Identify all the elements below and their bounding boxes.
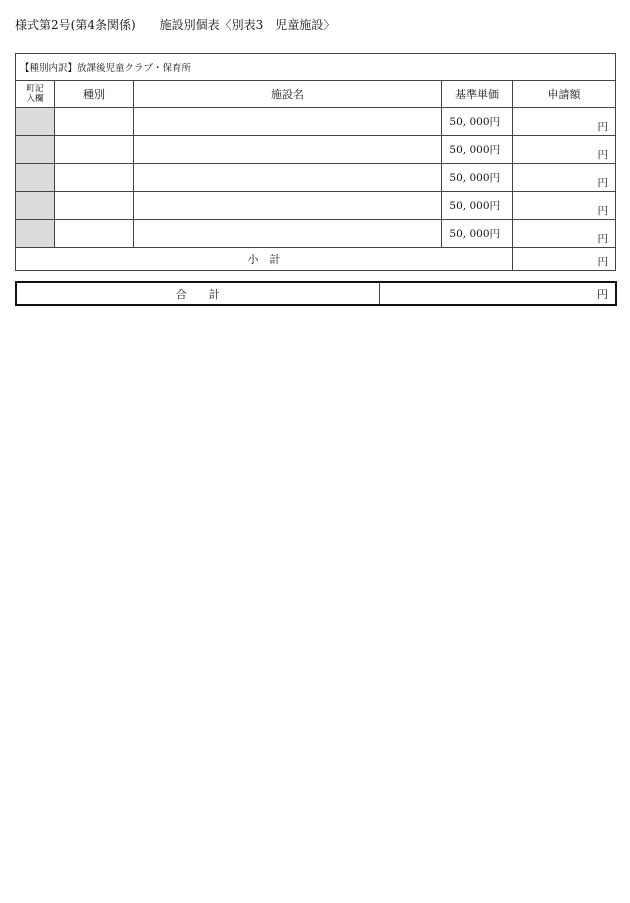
header-row <box>16 81 616 108</box>
facility-name-cell[interactable] <box>134 164 442 192</box>
town-entry-cell <box>16 220 55 248</box>
request-amount-cell[interactable]: 円 <box>513 136 616 164</box>
request-amount-cell[interactable]: 円 <box>513 220 616 248</box>
category-cell[interactable] <box>55 192 134 220</box>
breakdown-row <box>16 54 616 81</box>
town-entry-cell <box>16 136 55 164</box>
form-title: 様式第2号(第4条関係) 施設別個表〈別表3 児童施設〉 <box>15 18 336 32</box>
table-row <box>16 136 616 164</box>
unit-price-header: 基準単価 <box>442 81 513 108</box>
table-row <box>16 192 616 220</box>
unit-price-cell: 50, 000円 <box>442 220 513 248</box>
grand-total-row <box>16 282 616 305</box>
grand-total-amount[interactable]: 円 <box>379 282 616 305</box>
town-entry-cell <box>16 192 55 220</box>
category-header: 種別 <box>55 81 134 108</box>
town-entry-cell <box>16 108 55 136</box>
table-row <box>16 164 616 192</box>
facility-name-cell[interactable] <box>134 108 442 136</box>
table-row <box>16 220 616 248</box>
unit-price-cell: 50, 000円 <box>442 136 513 164</box>
grand-total-table <box>15 281 617 306</box>
request-amount-cell[interactable]: 円 <box>513 108 616 136</box>
breakdown-label: 【種別内訳】放課後児童クラブ・保育所 <box>16 54 616 81</box>
town-entry-header-line2: 入欄 <box>26 94 44 104</box>
request-amount-header: 申請額 <box>513 81 616 108</box>
category-cell[interactable] <box>55 164 134 192</box>
request-amount-cell[interactable]: 円 <box>513 192 616 220</box>
category-cell[interactable] <box>55 136 134 164</box>
facility-name-cell[interactable] <box>134 220 442 248</box>
town-entry-header <box>16 81 55 108</box>
facility-name-cell[interactable] <box>134 192 442 220</box>
unit-price-cell: 50, 000円 <box>442 192 513 220</box>
grand-total-label: 合 計 <box>16 282 379 305</box>
table-row <box>16 108 616 136</box>
subtotal-label: 小 計 <box>16 248 513 271</box>
subtotal-amount[interactable]: 円 <box>513 248 616 271</box>
category-cell[interactable] <box>55 108 134 136</box>
town-entry-cell <box>16 164 55 192</box>
category-cell[interactable] <box>55 220 134 248</box>
facility-name-cell[interactable] <box>134 136 442 164</box>
subtotal-row <box>16 248 616 271</box>
unit-price-cell: 50, 000円 <box>442 108 513 136</box>
request-amount-cell[interactable]: 円 <box>513 164 616 192</box>
unit-price-cell: 50, 000円 <box>442 164 513 192</box>
town-entry-header-line1: 町記 <box>26 84 44 94</box>
facility-name-header: 施設名 <box>134 81 442 108</box>
facility-detail-table <box>15 53 616 271</box>
